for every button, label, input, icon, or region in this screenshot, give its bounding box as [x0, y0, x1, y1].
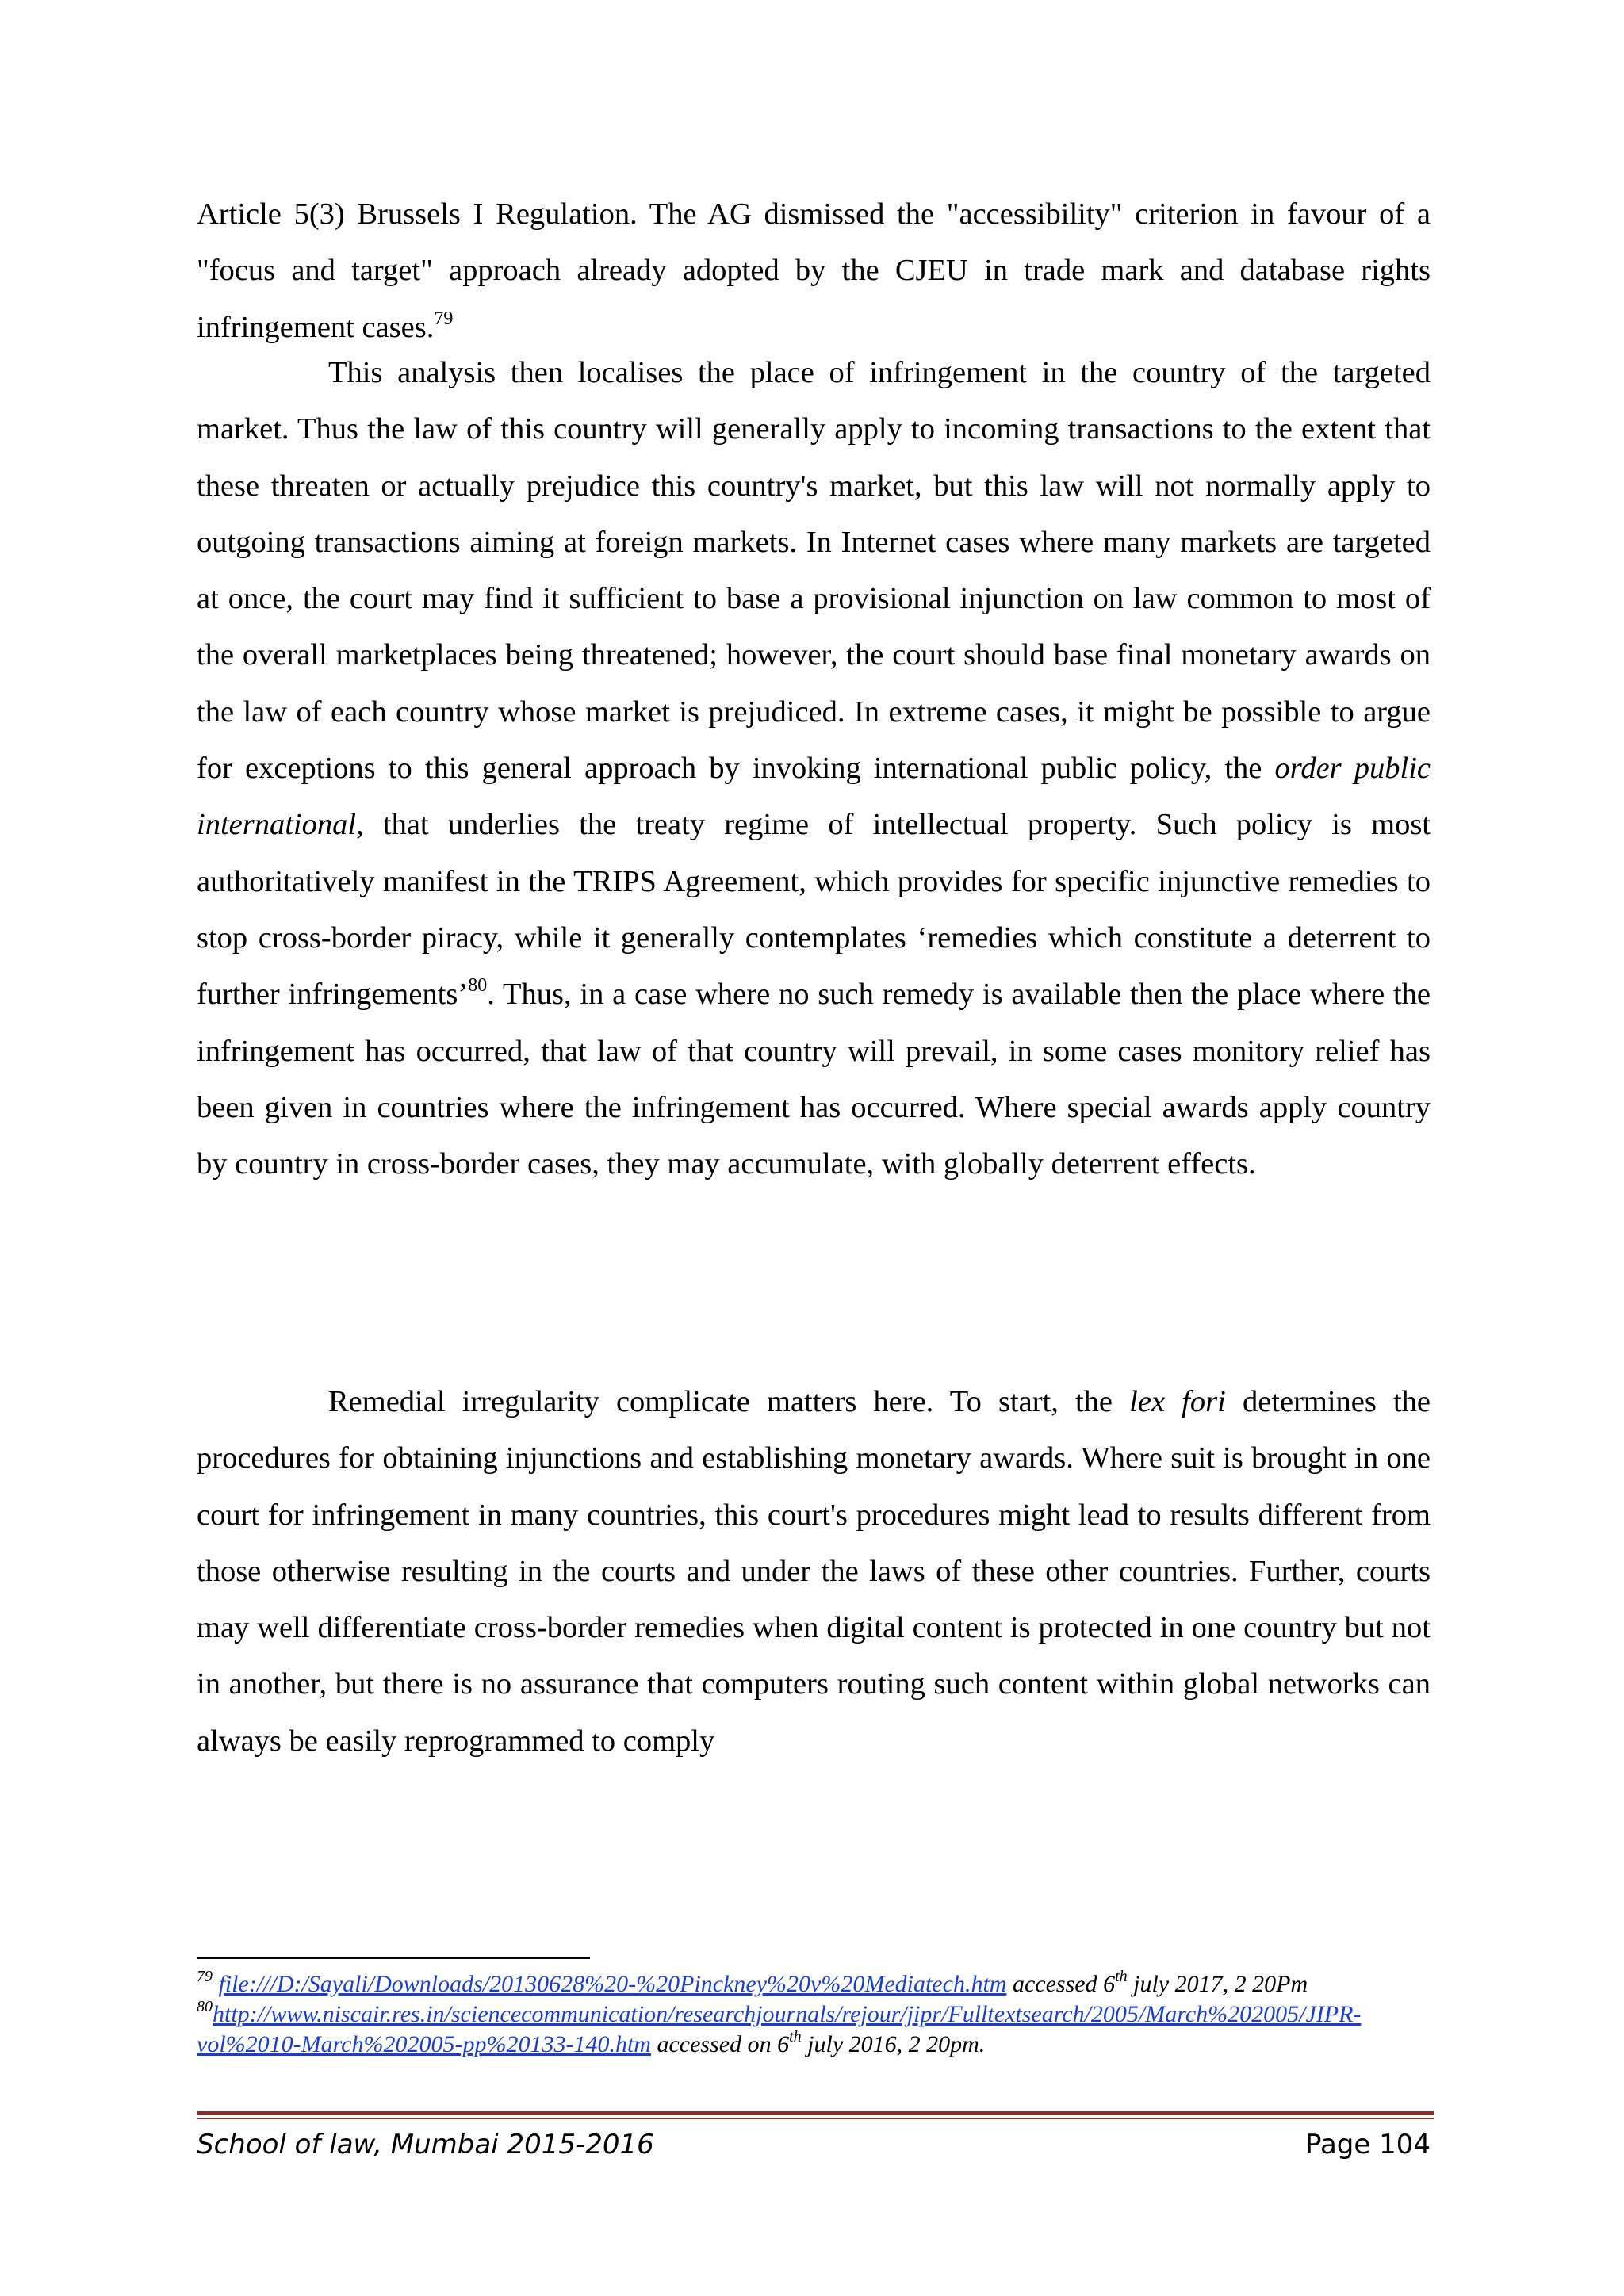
footnote-accessed-date: july 2017, 2 20Pm	[1133, 1971, 1308, 1997]
footnote-number: 80	[197, 1998, 213, 2015]
footnote-link[interactable]: file:///D:/Sayali/Downloads/20130628%20-%20Pinckney%20v%20Mediatech.htm	[218, 1971, 1007, 1997]
footnote-80	[197, 1999, 1434, 2060]
paragraph-2-text-c: . Thus, in a case where no such remedy is available then the place where the infringement has occurred, that law of that country will prevail, in some cases monitory relief has been given in countries where the infringement has occurred. Where special awards apply country by country in cross-border cases, they may accumulate, with globally deterrent effects.	[197, 978, 1431, 1181]
footnote-accessed-text: accessed 6	[1012, 1971, 1116, 1997]
paragraph-3-text-a: Remedial irregularity complicate matters here. To start, the	[328, 1385, 1113, 1418]
page-number: Page 104	[1304, 2129, 1431, 2160]
footnotes	[197, 1969, 1434, 2060]
footnote-ref-80[interactable]: 80	[468, 975, 488, 997]
paragraph-3-text-b: determines the procedures for obtaining injunctions and establishing monetary awards. Where suit is brought in one court for infringement in many countries, this court's procedures might lead to results different from those otherwise resulting in the courts and under the laws of these other countries. Further, courts may well differentiate cross-border remedies when digital content is protected in one country but not in another, but there is no assurance that computers routing such content within global networks can always be easily reprogrammed to comply	[197, 1385, 1431, 1758]
footer-school: School of law, Mumbai 2015-2016	[197, 2129, 654, 2160]
footnote-ordinal-suffix: th	[789, 2028, 802, 2045]
paragraph-2-text-b: , that underlies the treaty regime of intellectual property. Such policy is most authoritatively manifest in the TRIPS Agreement, which provides for specific injunctive remedies to stop cross-border piracy, while it generally contemplates ‘remedies which constitute a deterrent to further infringements’	[197, 808, 1431, 1012]
paragraph-1	[197, 186, 1431, 356]
footnote-separator	[197, 1957, 590, 1959]
paragraph-3	[197, 1374, 1431, 1770]
footnote-accessed-text: accessed on 6	[657, 2031, 790, 2057]
footnote-ordinal-suffix: th	[1115, 1968, 1128, 1985]
paragraph-3-italic-term: lex fori	[1129, 1385, 1226, 1418]
footnote-79	[197, 1969, 1434, 1999]
paragraph-1-text: Article 5(3) Brussels I Regulation. The AG dismissed the "accessibility" criterion in favour of a "focus and target" approach already adopted by the CJEU in trade mark and database rights infringement cases.	[197, 197, 1431, 344]
footnote-ref-79[interactable]: 79	[434, 308, 454, 329]
paragraph-2-text-a: This analysis then localises the place of infringement in the country of the targeted market. Thus the law of this country will generally apply to incoming transactions to the extent that these threaten or actually prejudice this country's market, but this law will not normally apply to outgoing transactions aiming at foreign markets. In Internet cases where many markets are targeted at once, the court may find it sufficient to base a provisional injunction on law common to most of the overall marketplaces being threatened; however, the court should base final monetary awards on the law of each country whose market is prejudiced. In extreme cases, it might be possible to argue for exceptions to this general approach by invoking international public policy, the	[197, 356, 1431, 786]
footer-rule	[197, 2111, 1434, 2115]
footnote-accessed-date: july 2016, 2 20pm.	[807, 2031, 986, 2057]
footer-rule-thin	[197, 2118, 1434, 2119]
footnote-number: 79	[197, 1968, 213, 1985]
paragraph-2	[197, 345, 1431, 1192]
footnote-link[interactable]: http://www.niscair.res.in/sciencecommunication/researchjournals/rejour/jipr/Fulltextsearch/2005/March%202005/JIPR-vol%2010-March%202005-pp%20133-140.htm	[197, 2001, 1362, 2057]
paragraph-2-italic-term: order public international	[197, 752, 1431, 842]
